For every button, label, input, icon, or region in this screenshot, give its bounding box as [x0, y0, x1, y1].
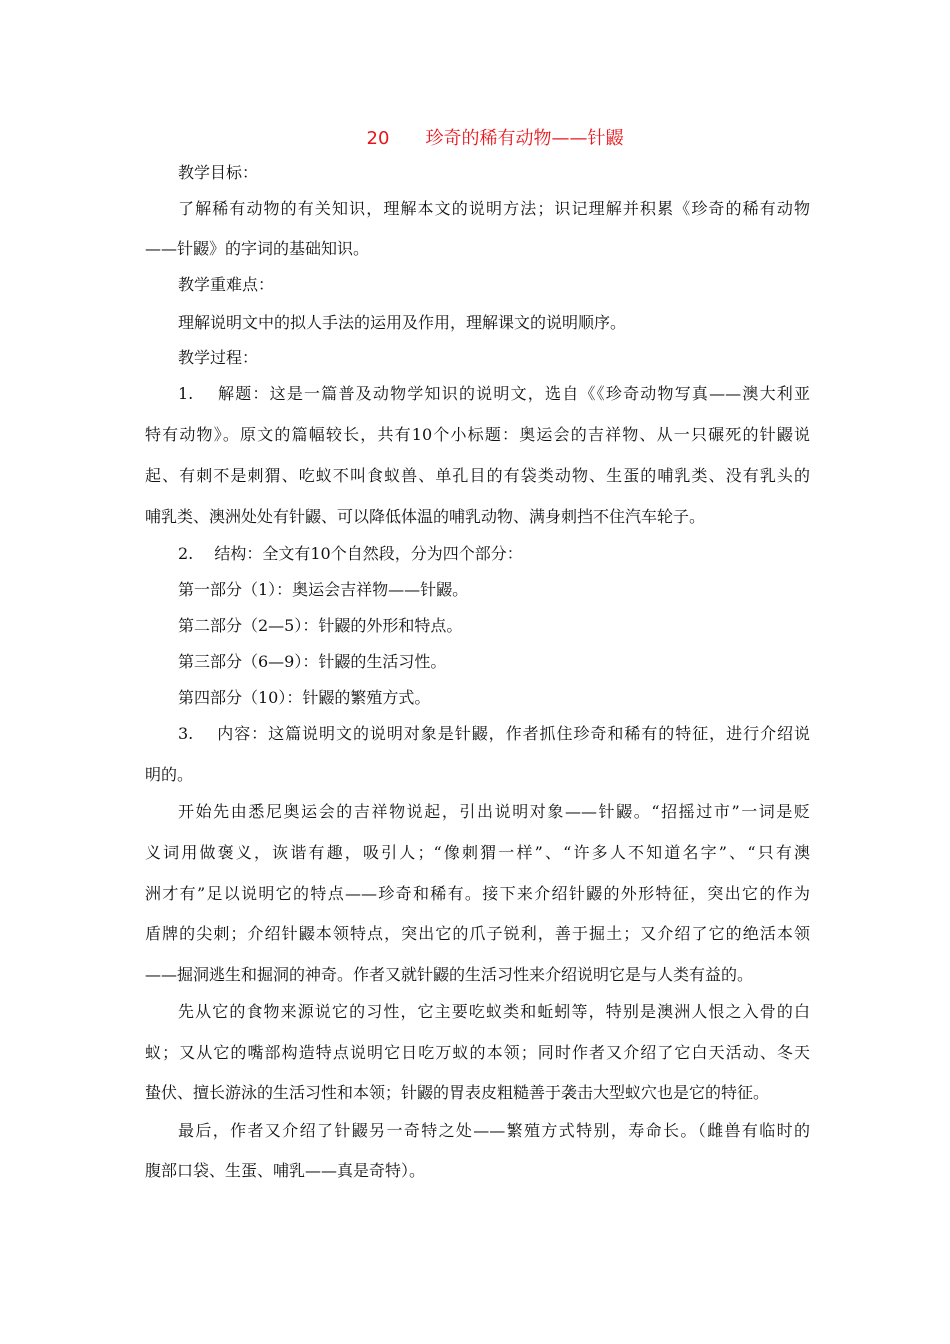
list-item: 第一部分（1）：奥运会吉祥物——针鼹。 — [178, 580, 469, 599]
paragraph-line: 明的。 — [145, 765, 194, 784]
paragraph-line: 1. 解题：这是一篇普及动物学知识的说明文，选自《《珍奇动物写真——澳大利亚 — [178, 384, 810, 403]
paragraph-line: 蚁；又从它的嘴部构造特点说明它日吃万蚁的本领；同时作者又介绍了它白天活动、冬天 — [145, 1043, 810, 1062]
heading-key-points: 教学重难点： — [178, 275, 275, 294]
document-title: 20 珍奇的稀有动物——针鼹 — [366, 128, 624, 149]
paragraph-line: 开始先由悉尼奥运会的吉祥物说起，引出说明对象——针鼹。“招摇过市”一词是贬 — [178, 802, 810, 821]
paragraph-line: 了解稀有动物的有关知识，理解本文的说明方法；识记理解并积累《珍奇的稀有动物 — [178, 199, 810, 218]
paragraph-line: 义词用做褒义，诙谐有趣，吸引人；“像刺猬一样”、“许多人不知道名字”、“只有澳 — [145, 843, 810, 862]
list-item: 第四部分（10）：针鼹的繁殖方式。 — [178, 688, 431, 707]
paragraph-line: 哺乳类、澳洲处处有针鼹、可以降低体温的哺乳动物、满身刺挡不住汽车轮子。 — [145, 507, 706, 526]
heading-teaching-process: 教学过程： — [178, 348, 259, 367]
paragraph-line: 理解说明文中的拟人手法的运用及作用，理解课文的说明顺序。 — [178, 313, 627, 332]
paragraph-line: 2. 结构：全文有10个自然段，分为四个部分： — [178, 544, 523, 563]
paragraph-line: 特有动物》。原文的篇幅较长，共有10个小标题：奥运会的吉祥物、从一只碾死的针鼹说 — [145, 425, 810, 444]
heading-teaching-goals: 教学目标： — [178, 163, 259, 182]
list-item: 第三部分（6—9）：针鼹的生活习性。 — [178, 652, 447, 671]
paragraph-line: ——针鼹》的字词的基础知识。 — [145, 239, 370, 258]
paragraph-line: 3. 内容：这篇说明文的说明对象是针鼹，作者抓住珍奇和稀有的特征，进行介绍说 — [178, 724, 810, 743]
paragraph-line: 腹部口袋、生蛋、哺乳——真是奇特）。 — [145, 1161, 426, 1180]
paragraph-line: 起、有刺不是刺猬、吃蚁不叫食蚁兽、单孔目的有袋类动物、生蛋的哺乳类、没有乳头的 — [145, 466, 810, 485]
paragraph-line: 洲才有”足以说明它的特点——珍奇和稀有。接下来介绍针鼹的外形特征，突出它的作为 — [145, 884, 810, 903]
paragraph-line: ——掘洞逃生和掘洞的神奇。作者又就针鼹的生活习性来介绍说明它是与人类有益的。 — [145, 965, 754, 984]
paragraph-line: 先从它的食物来源说它的习性，它主要吃蚁类和蚯蚓等，特别是澳洲人恨之入骨的白 — [178, 1002, 810, 1021]
list-item: 第二部分（2—5）：针鼹的外形和特点。 — [178, 616, 463, 635]
paragraph-line: 盾牌的尖刺；介绍针鼹本领特点，突出它的爪子锐利，善于掘土；又介绍了它的绝活本领 — [145, 924, 810, 943]
paragraph-line: 蛰伏、擅长游泳的生活习性和本领；针鼹的胃表皮粗糙善于袭击大型蚁穴也是它的特征。 — [145, 1083, 770, 1102]
paragraph-line: 最后，作者又介绍了针鼹另一奇特之处——繁殖方式特别，寿命长。（雌兽有临时的 — [178, 1121, 810, 1140]
